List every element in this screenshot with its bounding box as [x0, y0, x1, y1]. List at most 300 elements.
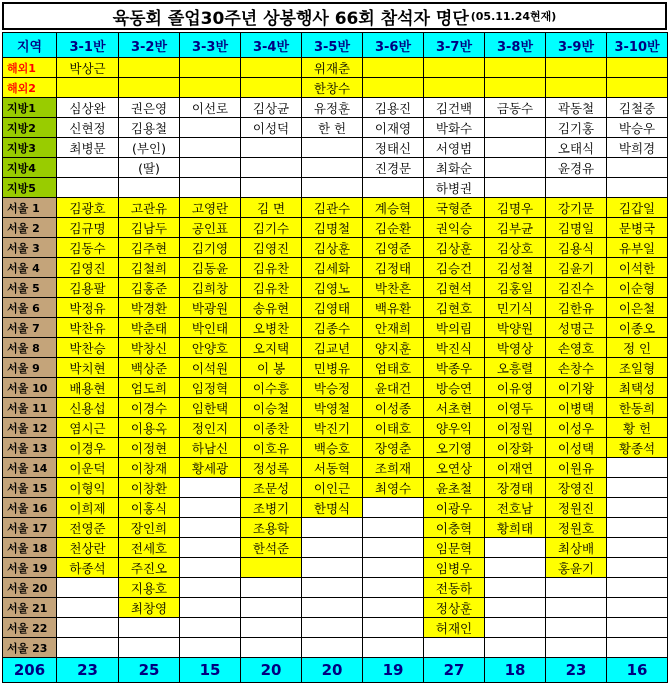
name-cell: 이충혁: [424, 518, 485, 538]
table-row: [3, 438, 668, 458]
name-cell: 진경문: [363, 158, 424, 178]
name-cell: 박의림: [424, 318, 485, 338]
name-cell: 천상란: [57, 538, 119, 558]
name-cell: 김홍준: [119, 278, 180, 298]
name-cell: 박영상: [485, 338, 546, 358]
header-class: 3-7반: [424, 33, 485, 58]
class-total: 20: [302, 658, 363, 683]
name-cell: 김건백: [424, 98, 485, 118]
name-cell: [119, 618, 180, 638]
name-cell: 박경환: [119, 298, 180, 318]
name-cell: 김영진: [57, 258, 119, 278]
name-cell: 김순환: [363, 218, 424, 238]
row-label: 서울 15: [3, 478, 57, 498]
name-cell: 윤초철: [424, 478, 485, 498]
row-label: 서울 23: [3, 638, 57, 658]
name-cell: 장인희: [119, 518, 180, 538]
name-cell: [363, 58, 424, 78]
name-cell: 김주현: [119, 238, 180, 258]
name-cell: 한창수: [302, 78, 363, 98]
name-cell: 백유환: [363, 298, 424, 318]
row-label: 지방4: [3, 158, 57, 178]
name-cell: 이재영: [363, 118, 424, 138]
row-label: 서울 16: [3, 498, 57, 518]
name-cell: [485, 158, 546, 178]
row-label: 지방3: [3, 138, 57, 158]
name-cell: [57, 578, 119, 598]
name-cell: 김용식: [546, 238, 607, 258]
name-cell: [607, 618, 668, 638]
row-label: 서울 5: [3, 278, 57, 298]
name-cell: 안양호: [180, 338, 241, 358]
name-cell: 계승혁: [363, 198, 424, 218]
name-cell: [546, 78, 607, 98]
table-row: [3, 218, 668, 238]
name-cell: [302, 538, 363, 558]
header-class: 3-1반: [57, 33, 119, 58]
name-cell: 권은영: [119, 98, 180, 118]
name-cell: 전세호: [119, 538, 180, 558]
name-cell: 최화순: [424, 158, 485, 178]
table-row: [3, 558, 668, 578]
name-cell: 조용학: [241, 518, 302, 538]
name-cell: [607, 538, 668, 558]
table-row: [3, 518, 668, 538]
name-cell: [485, 178, 546, 198]
name-cell: [363, 498, 424, 518]
table-row: [3, 358, 668, 378]
name-cell: 최영수: [363, 478, 424, 498]
class-total: 25: [119, 658, 180, 683]
name-cell: [57, 618, 119, 638]
class-total: 16: [607, 658, 668, 683]
header-class: 3-8반: [485, 33, 546, 58]
name-cell: 김현호: [424, 298, 485, 318]
name-cell: 임문혁: [424, 538, 485, 558]
name-cell: 백상준: [119, 358, 180, 378]
class-total: 23: [57, 658, 119, 683]
name-cell: 이석한: [607, 258, 668, 278]
name-cell: 최병문: [57, 138, 119, 158]
name-cell: 박화수: [424, 118, 485, 138]
name-cell: 김상훈: [424, 238, 485, 258]
name-cell: 김유찬: [241, 258, 302, 278]
name-cell: 이용옥: [119, 418, 180, 438]
name-cell: [57, 638, 119, 658]
name-cell: [241, 618, 302, 638]
name-cell: 정상훈: [424, 598, 485, 618]
row-label: 서울 20: [3, 578, 57, 598]
name-cell: 장영진: [546, 478, 607, 498]
name-cell: [180, 498, 241, 518]
name-cell: 김광호: [57, 198, 119, 218]
name-cell: [180, 558, 241, 578]
name-cell: 서영범: [424, 138, 485, 158]
name-cell: 고관유: [119, 198, 180, 218]
name-cell: 김상호: [485, 238, 546, 258]
name-cell: [180, 158, 241, 178]
name-cell: 이종찬: [241, 418, 302, 438]
header-class: 3-2반: [119, 33, 180, 58]
name-cell: 한명식: [302, 498, 363, 518]
name-cell: 김부균: [485, 218, 546, 238]
name-cell: [180, 598, 241, 618]
name-cell: 서동혁: [302, 458, 363, 478]
name-cell: [424, 78, 485, 98]
name-cell: 위재춘: [302, 58, 363, 78]
name-cell: 박광원: [180, 298, 241, 318]
name-cell: 하종석: [57, 558, 119, 578]
name-cell: [363, 638, 424, 658]
name-cell: 김정태: [363, 258, 424, 278]
name-cell: 박종우: [424, 358, 485, 378]
name-cell: 송유현: [241, 298, 302, 318]
name-cell: [485, 578, 546, 598]
table-row: [3, 598, 668, 618]
row-label: 서울 22: [3, 618, 57, 638]
name-cell: [180, 78, 241, 98]
row-label: 서울 19: [3, 558, 57, 578]
table-row: [3, 178, 668, 198]
name-cell: 이성택: [546, 438, 607, 458]
row-label: 서울 18: [3, 538, 57, 558]
page-title: [2, 2, 667, 30]
name-cell: [546, 598, 607, 618]
name-cell: [57, 78, 119, 98]
row-label: 서울 14: [3, 458, 57, 478]
table-row: [3, 378, 668, 398]
name-cell: [302, 178, 363, 198]
name-cell: 성명근: [546, 318, 607, 338]
name-cell: 손창수: [546, 358, 607, 378]
name-cell: 이재연: [485, 458, 546, 478]
name-cell: [241, 598, 302, 618]
table-row: [3, 578, 668, 598]
name-cell: 이종오: [607, 318, 668, 338]
name-cell: [180, 638, 241, 658]
table-row: [3, 78, 668, 98]
row-label: 서울 11: [3, 398, 57, 418]
name-cell: 유정훈: [302, 98, 363, 118]
name-cell: 김영준: [363, 238, 424, 258]
name-cell: 이호유: [241, 438, 302, 458]
name-cell: [607, 458, 668, 478]
name-cell: 한동희: [607, 398, 668, 418]
name-cell: 이원유: [546, 458, 607, 478]
name-cell: 김기홍: [546, 118, 607, 138]
class-total: 18: [485, 658, 546, 683]
header-class: 3-3반: [180, 33, 241, 58]
row-label: 서울 8: [3, 338, 57, 358]
name-cell: 정인지: [180, 418, 241, 438]
name-cell: 조일형: [607, 358, 668, 378]
name-cell: 박찬유: [57, 318, 119, 338]
totals-row: [3, 658, 668, 683]
name-cell: 박치현: [57, 358, 119, 378]
name-cell: [302, 518, 363, 538]
name-cell: 김명일: [546, 218, 607, 238]
name-cell: 정원호: [546, 518, 607, 538]
name-cell: [363, 178, 424, 198]
name-cell: 오연상: [424, 458, 485, 478]
name-cell: 김세화: [302, 258, 363, 278]
header-region: 지역: [3, 33, 57, 58]
row-label: 지방5: [3, 178, 57, 198]
name-cell: 김 면: [241, 198, 302, 218]
title-text: 육동회 졸업30주년 상봉행사 66회 참석자 명단: [112, 8, 469, 29]
name-cell: 조희재: [363, 458, 424, 478]
name-cell: [607, 578, 668, 598]
name-cell: 이희제: [57, 498, 119, 518]
name-cell: 이수흥: [241, 378, 302, 398]
name-cell: 이창재: [119, 458, 180, 478]
table-row: [3, 418, 668, 438]
name-cell: 김기영: [180, 238, 241, 258]
name-cell: [485, 78, 546, 98]
name-cell: 최상배: [546, 538, 607, 558]
name-cell: [363, 518, 424, 538]
name-cell: 오흥렬: [485, 358, 546, 378]
name-cell: 금동수: [485, 98, 546, 118]
name-cell: 배용현: [57, 378, 119, 398]
name-cell: [485, 538, 546, 558]
name-cell: 김유찬: [241, 278, 302, 298]
row-label: 서울 17: [3, 518, 57, 538]
name-cell: [302, 598, 363, 618]
table-row: [3, 138, 668, 158]
name-cell: 김갑일: [607, 198, 668, 218]
row-label: 서울 1: [3, 198, 57, 218]
row-label: 서울 13: [3, 438, 57, 458]
name-cell: [241, 578, 302, 598]
name-cell: 김규명: [57, 218, 119, 238]
name-cell: 이 봉: [241, 358, 302, 378]
name-cell: 조문성: [241, 478, 302, 498]
table-row: [3, 278, 668, 298]
table-row: [3, 338, 668, 358]
name-cell: 곽동철: [546, 98, 607, 118]
row-label: 서울 4: [3, 258, 57, 278]
name-cell: [241, 58, 302, 78]
name-cell: 양지훈: [363, 338, 424, 358]
name-cell: 이창환: [119, 478, 180, 498]
name-cell: 엄도희: [119, 378, 180, 398]
name-cell: 이형익: [57, 478, 119, 498]
row-label: 서울 21: [3, 598, 57, 618]
name-cell: 박상근: [57, 58, 119, 78]
name-cell: 민기식: [485, 298, 546, 318]
name-cell: 최창영: [119, 598, 180, 618]
name-cell: 박진기: [302, 418, 363, 438]
name-cell: 박춘태: [119, 318, 180, 338]
name-cell: 이인근: [302, 478, 363, 498]
name-cell: [485, 118, 546, 138]
name-cell: [241, 638, 302, 658]
name-cell: 김성철: [485, 258, 546, 278]
name-cell: 김희창: [180, 278, 241, 298]
name-cell: [607, 178, 668, 198]
name-cell: [546, 58, 607, 78]
name-cell: [57, 178, 119, 198]
row-label: 해외1: [3, 58, 57, 78]
name-cell: 전영준: [57, 518, 119, 538]
name-cell: 전호남: [485, 498, 546, 518]
name-cell: 이운덕: [57, 458, 119, 478]
table-row: [3, 298, 668, 318]
name-cell: 권익승: [424, 218, 485, 238]
name-cell: [180, 538, 241, 558]
name-cell: [180, 578, 241, 598]
table-row: [3, 258, 668, 278]
name-cell: 이유영: [485, 378, 546, 398]
name-cell: 김기수: [241, 218, 302, 238]
name-cell: [302, 138, 363, 158]
name-cell: 이정현: [119, 438, 180, 458]
name-cell: [302, 158, 363, 178]
name-cell: [424, 638, 485, 658]
name-cell: 한석준: [241, 538, 302, 558]
name-cell: [546, 578, 607, 598]
name-cell: [363, 618, 424, 638]
name-cell: 하병권: [424, 178, 485, 198]
name-cell: 김영태: [302, 298, 363, 318]
header-row: [3, 33, 668, 58]
name-cell: 황 헌: [607, 418, 668, 438]
name-cell: 임한택: [180, 398, 241, 418]
name-cell: [302, 618, 363, 638]
name-cell: [119, 638, 180, 658]
name-cell: 김진수: [546, 278, 607, 298]
table-row: [3, 318, 668, 338]
name-cell: 김교년: [302, 338, 363, 358]
name-cell: 김용진: [363, 98, 424, 118]
name-cell: [363, 578, 424, 598]
row-label: 서울 2: [3, 218, 57, 238]
name-cell: [607, 518, 668, 538]
name-cell: [607, 498, 668, 518]
name-cell: [485, 618, 546, 638]
row-label: 해외2: [3, 78, 57, 98]
name-cell: 정원진: [546, 498, 607, 518]
name-cell: 김철중: [607, 98, 668, 118]
name-cell: [241, 178, 302, 198]
name-cell: [180, 178, 241, 198]
name-cell: [607, 598, 668, 618]
name-cell: 임병우: [424, 558, 485, 578]
name-cell: [607, 478, 668, 498]
name-cell: 박진식: [424, 338, 485, 358]
name-cell: 허재인: [424, 618, 485, 638]
name-cell: 윤경유: [546, 158, 607, 178]
header-class: 3-10반: [607, 33, 668, 58]
class-total: 19: [363, 658, 424, 683]
row-label: 지방2: [3, 118, 57, 138]
name-cell: 김동윤: [180, 258, 241, 278]
name-cell: 이경수: [119, 398, 180, 418]
table-row: [3, 118, 668, 138]
name-cell: 고영란: [180, 198, 241, 218]
name-cell: [57, 158, 119, 178]
name-cell: 유부일: [607, 238, 668, 258]
attendee-table: [2, 32, 668, 683]
name-cell: (부인): [119, 138, 180, 158]
name-cell: [607, 558, 668, 578]
header-class: 3-4반: [241, 33, 302, 58]
name-cell: 박승우: [607, 118, 668, 138]
name-cell: 김관수: [302, 198, 363, 218]
name-cell: [180, 478, 241, 498]
name-cell: 오병찬: [241, 318, 302, 338]
name-cell: [546, 618, 607, 638]
header-class: 3-6반: [363, 33, 424, 58]
header-class: 3-5반: [302, 33, 363, 58]
table-row: [3, 458, 668, 478]
table-row: [3, 58, 668, 78]
name-cell: 이홍식: [119, 498, 180, 518]
name-cell: 이성종: [363, 398, 424, 418]
name-cell: [241, 78, 302, 98]
name-cell: 홍윤기: [546, 558, 607, 578]
name-cell: 백승호: [302, 438, 363, 458]
name-cell: 박찬승: [57, 338, 119, 358]
name-cell: 김종수: [302, 318, 363, 338]
name-cell: 김용철: [119, 118, 180, 138]
row-label: 서울 3: [3, 238, 57, 258]
name-cell: 박영철: [302, 398, 363, 418]
name-cell: [180, 58, 241, 78]
name-cell: [546, 638, 607, 658]
name-cell: 이순형: [607, 278, 668, 298]
table-row: [3, 198, 668, 218]
name-cell: 오태식: [546, 138, 607, 158]
name-cell: 정태신: [363, 138, 424, 158]
name-cell: [119, 58, 180, 78]
name-cell: 민병유: [302, 358, 363, 378]
name-cell: 박승정: [302, 378, 363, 398]
table-row: [3, 98, 668, 118]
grand-total: 206: [3, 658, 57, 683]
name-cell: 윤대건: [363, 378, 424, 398]
name-cell: 신현정: [57, 118, 119, 138]
name-cell: 강기문: [546, 198, 607, 218]
name-cell: 황종석: [607, 438, 668, 458]
class-total: 23: [546, 658, 607, 683]
name-cell: [363, 538, 424, 558]
name-cell: 오지택: [241, 338, 302, 358]
name-cell: 김명우: [485, 198, 546, 218]
name-cell: 이석원: [180, 358, 241, 378]
name-cell: 전동하: [424, 578, 485, 598]
name-cell: 김남두: [119, 218, 180, 238]
name-cell: [180, 618, 241, 638]
name-cell: [485, 638, 546, 658]
name-cell: [424, 58, 485, 78]
name-cell: 이정원: [485, 418, 546, 438]
name-cell: 조병기: [241, 498, 302, 518]
name-cell: 황희태: [485, 518, 546, 538]
name-cell: 임정혁: [180, 378, 241, 398]
name-cell: 이승철: [241, 398, 302, 418]
name-cell: 김영노: [302, 278, 363, 298]
name-cell: 한 헌: [302, 118, 363, 138]
name-cell: 이장화: [485, 438, 546, 458]
name-cell: 김승건: [424, 258, 485, 278]
name-cell: 이선로: [180, 98, 241, 118]
name-cell: 염시근: [57, 418, 119, 438]
name-cell: [485, 598, 546, 618]
name-cell: 이성덕: [241, 118, 302, 138]
name-cell: [607, 58, 668, 78]
